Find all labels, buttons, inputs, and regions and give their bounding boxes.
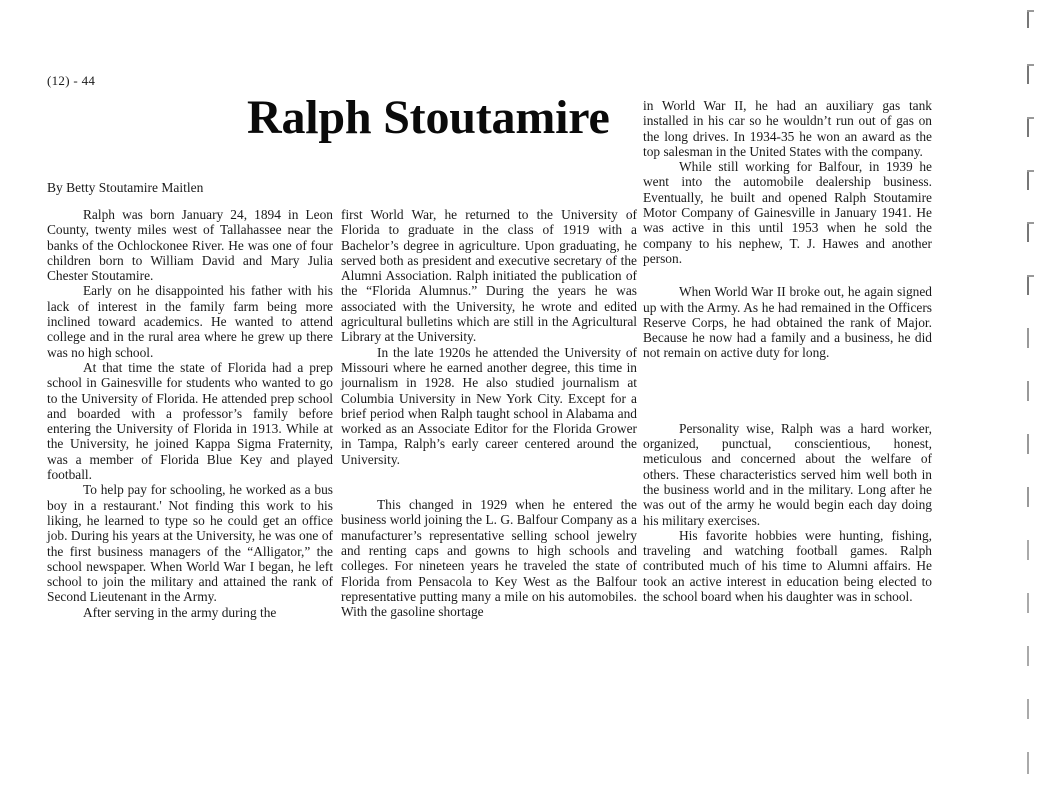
binding-ring-icon bbox=[1027, 434, 1029, 454]
binding-ring-icon bbox=[1027, 752, 1029, 774]
byline: By Betty Stoutamire Maitlen bbox=[47, 180, 204, 195]
paragraph: His favorite hobbies were hunting, fishing, traveling and watching football games. Ralph contributed much of his time to Alumni affairs. He took an active interest in education being elected to the school board when his daughter was in school. bbox=[643, 527, 932, 605]
paragraph: When World War II broke out, he again signed up with the Army. As he had remained in the Officers Reserve Corps, he had obtained the rank of Major. Because he now had a family and a business, he did not remain on active duty for long. bbox=[643, 284, 932, 361]
binding-ring-icon bbox=[1027, 487, 1029, 507]
binding-ring-icon bbox=[1027, 222, 1029, 242]
paragraph: While still working for Balfour, in 1939 he went into the automobile dealership business. Eventually, he built and opened Ralph Stoutamire Motor Company of Gainesville in January 1941. He was active in this until 1953 when he sold the company to his nephew, T. J. Hawes and another person. bbox=[643, 159, 932, 266]
binding-ring-icon bbox=[1027, 646, 1029, 666]
spacer bbox=[643, 361, 932, 421]
column-3 bbox=[643, 98, 932, 604]
binding-ring-icon bbox=[1027, 10, 1029, 28]
paragraph: Early on he disappointed his father with his lack of interest in the family farm being more inclined toward academics. He wanted to attend college and in the rural area where he grew up there was no high school. bbox=[47, 283, 333, 360]
paragraph: first World War, he returned to the University of Florida to graduate in the class of 1919 with a Bachelor’s degree in agriculture. Upon graduating, he served both as president and executive secretary of the Alumni Association. Ralph initiated the publication of the “Florida Alumnus.” During the years he was associated with the University, he wrote and edited agricultural bulletins which are still in the Agricultural Library at the University. bbox=[341, 207, 637, 345]
paragraph: At that time the state of Florida had a prep school in Gainesville for students who wanted to go to the University of Florida. He attended prep school and boarded with a professor’s family before entering the University of Florida in 1913. While at the University, he joined Kappa Sigma Fraternity, was a member of Florida Blue Key and played football. bbox=[47, 359, 333, 483]
paragraph: in World War II, he had an auxiliary gas tank installed in his car so he wouldn’t run out of gas on the long drives. In 1934-35 he won an award as the top salesman in the United States with the company. bbox=[643, 98, 932, 159]
column-1 bbox=[47, 207, 333, 620]
binding-ring-icon bbox=[1027, 540, 1029, 560]
binding-rings bbox=[1027, 0, 1047, 811]
spacer bbox=[341, 467, 637, 497]
binding-ring-icon bbox=[1027, 64, 1029, 84]
binding-ring-icon bbox=[1027, 699, 1029, 719]
binding-ring-icon bbox=[1027, 117, 1029, 137]
column-2 bbox=[341, 207, 637, 619]
paragraph: This changed in 1929 when he entered the business world joining the L. G. Balfour Company as a manufacturer’s representative selling school jewelry and renting caps and gowns to high schools and colleges. For nineteen years he traveled the state of Florida from Pensacola to Key West as the Balfour representative putting many a mile on his automobiles. With the gasoline shortage bbox=[341, 497, 637, 620]
paragraph: Personality wise, Ralph was a hard worker, organized, punctual, conscientious, honest, meticulous and concerned about the welfare of others. These characteristics served him well both in the business world and in the military. Long after he was out of the army he would begin each day doing his military exercises. bbox=[643, 420, 932, 528]
paragraph: After serving in the army during the bbox=[83, 604, 277, 620]
spacer bbox=[643, 266, 932, 284]
paragraph: Ralph was born January 24, 1894 in Leon County, twenty miles west of Tallahassee near the banks of the Ochlockonee River. He was one of four children born to William David and Mary Julia Chester Stoutamire. bbox=[47, 207, 333, 284]
binding-ring-icon bbox=[1027, 381, 1029, 401]
binding-ring-icon bbox=[1027, 328, 1029, 348]
article-title: Ralph Stoutamire bbox=[247, 91, 610, 144]
binding-ring-icon bbox=[1027, 170, 1029, 190]
paragraph: To help pay for schooling, he worked as a bus boy in a restaurant.' Not finding this work to his liking, he learned to type so he could get an office job. During his years at the University, he was one of the first business managers of the “Alligator,” the school newspaper. When World War I began, he left school to join the military and attained the rank of Second Lieutenant in the Army. bbox=[47, 482, 333, 605]
page-number: (12) - 44 bbox=[47, 73, 96, 88]
binding-ring-icon bbox=[1027, 275, 1029, 295]
binding-ring-icon bbox=[1027, 593, 1029, 613]
paragraph: In the late 1920s he attended the University of Missouri where he earned another degree, this time in journalism in 1928. He also studied journalism at Columbia University in New York City. Except for a brief period when Ralph taught school in Alabama and worked as an Associate Editor for the Florida Grower in Tampa, Ralph’s early career centered around the University. bbox=[341, 344, 637, 467]
